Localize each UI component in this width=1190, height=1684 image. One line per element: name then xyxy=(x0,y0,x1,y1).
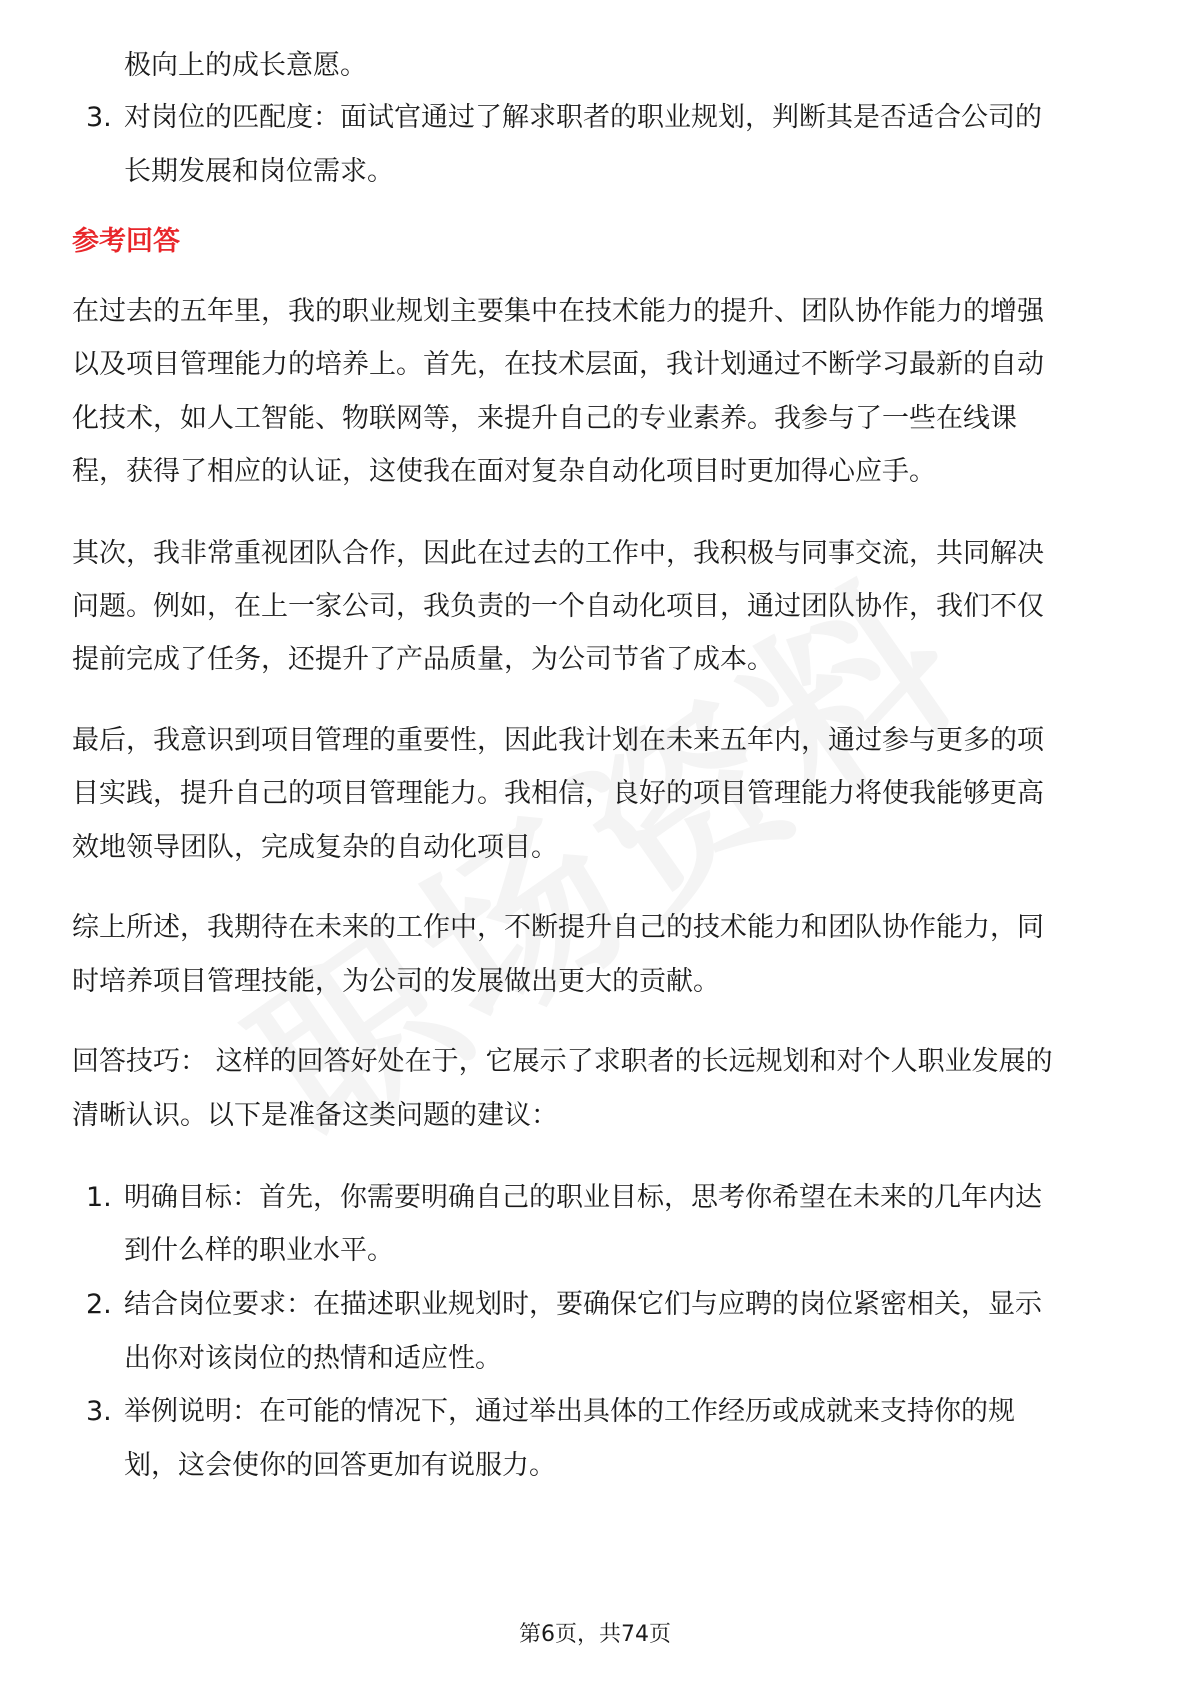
list-item: 举例说明：在可能的情况下，通过举出具体的工作经历或成就来支持你的规 xyxy=(124,1396,1015,1427)
list-item-continuation: 划，这会使你的回答更加有说服力。 xyxy=(124,1450,556,1481)
list-item-continuation: 出你对该岗位的热情和适应性。 xyxy=(124,1343,502,1374)
list-item-continuation: 极向上的成长意愿。 xyxy=(124,50,367,81)
section-heading: 参考回答 xyxy=(72,226,180,257)
list-number: 3. xyxy=(86,102,112,133)
paragraph-line: 综上所述，我期待在未来的工作中，不断提升自己的技术能力和团队协作能力，同 xyxy=(72,912,1044,943)
paragraph-line: 以及项目管理能力的培养上。首先，在技术层面，我计划通过不断学习最新的自动 xyxy=(72,349,1044,380)
list-item-continuation: 到什么样的职业水平。 xyxy=(124,1235,394,1266)
paragraph-line: 清晰认识。以下是准备这类问题的建议： xyxy=(72,1100,558,1131)
paragraph-line: 最后，我意识到项目管理的重要性，因此我计划在未来五年内，通过参与更多的项 xyxy=(72,725,1044,756)
list-number: 3. xyxy=(86,1396,112,1427)
paragraph-line: 化技术，如人工智能、物联网等，来提升自己的专业素养。我参与了一些在线课 xyxy=(72,403,1017,434)
paragraph-line: 程，获得了相应的认证，这使我在面对复杂自动化项目时更加得心应手。 xyxy=(72,456,936,487)
paragraph-line: 时培养项目管理技能，为公司的发展做出更大的贡献。 xyxy=(72,966,720,997)
list-item: 结合岗位要求：在描述职业规划时，要确保它们与应聘的岗位紧密相关，显示 xyxy=(124,1289,1042,1320)
list-item: 明确目标：首先，你需要明确自己的职业目标，思考你希望在未来的几年内达 xyxy=(124,1182,1042,1213)
paragraph-line: 提前完成了任务，还提升了产品质量，为公司节省了成本。 xyxy=(72,644,774,675)
paragraph-line: 问题。例如，在上一家公司，我负责的一个自动化项目，通过团队协作，我们不仅 xyxy=(72,591,1044,622)
paragraph-line: 其次，我非常重视团队合作，因此在过去的工作中，我积极与同事交流，共同解决 xyxy=(72,538,1044,569)
paragraph-line: 效地领导团队，完成复杂的自动化项目。 xyxy=(72,832,558,863)
list-number: 2. xyxy=(86,1289,112,1320)
paragraph-line: 目实践，提升自己的项目管理能力。我相信，良好的项目管理能力将使我能够更高 xyxy=(72,778,1044,809)
paragraph-line: 在过去的五年里，我的职业规划主要集中在技术能力的提升、团队协作能力的增强 xyxy=(72,296,1044,327)
page-number: 第6页，共74页 xyxy=(519,1622,671,1647)
list-item-continuation: 长期发展和岗位需求。 xyxy=(124,156,394,187)
paragraph-line: 回答技巧： 这样的回答好处在于，它展示了求职者的长远规划和对个人职业发展的 xyxy=(72,1046,1053,1077)
list-number: 1. xyxy=(86,1182,112,1213)
list-item: 对岗位的匹配度：面试官通过了解求职者的职业规划，判断其是否适合公司的 xyxy=(124,102,1042,133)
